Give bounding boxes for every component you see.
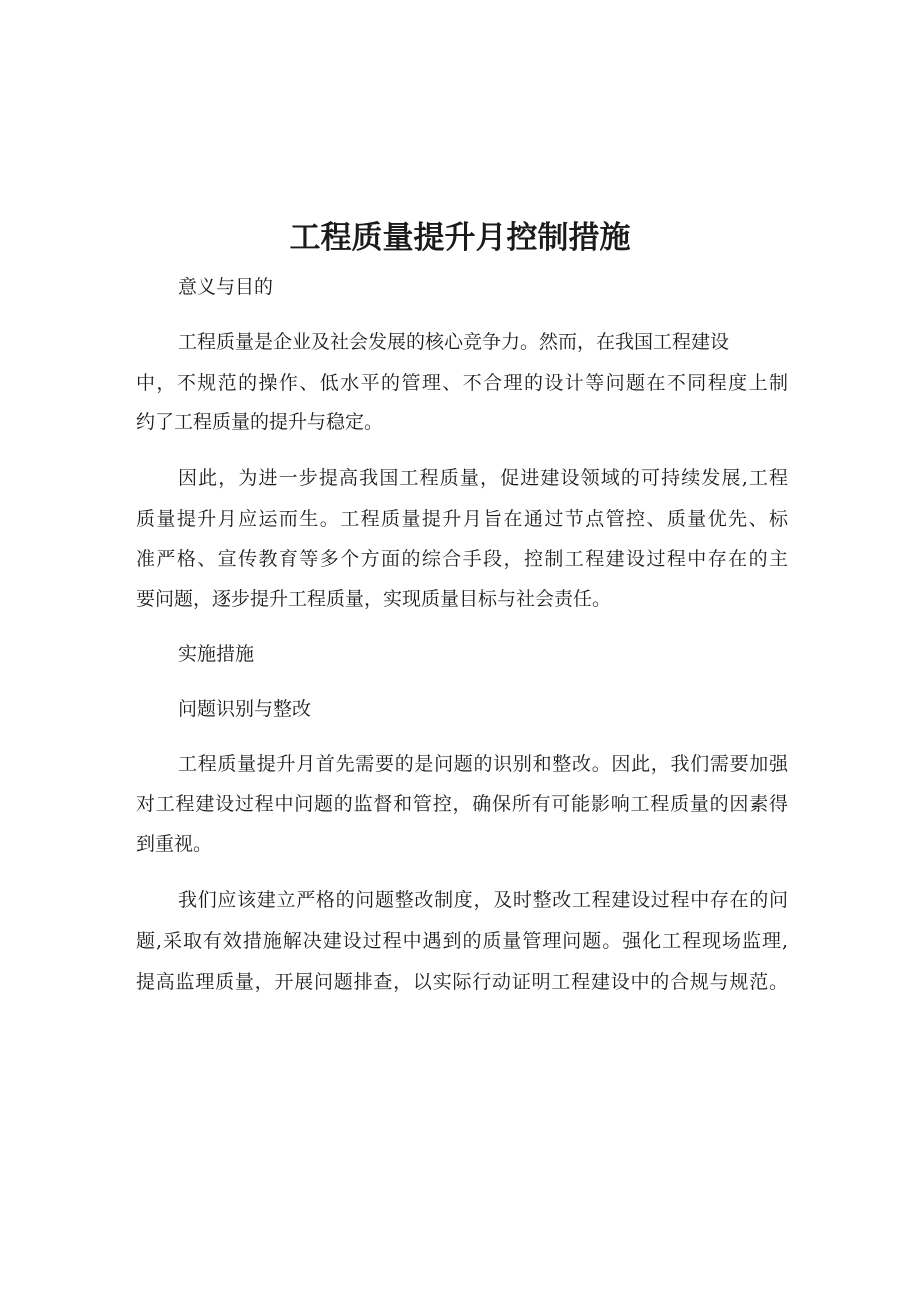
paragraph-1-line-3: 约了工程质量的提升与稳定。 <box>136 411 384 433</box>
paragraph-2-line-4: 要问题，逐步提升工程质量，实现质量目标与社会责任。 <box>136 588 612 610</box>
paragraph-2-line-2: 质量提升月应运而生。工程质量提升月旨在通过节点管控、质量优先、标 <box>136 508 788 530</box>
paragraph-4-line-3: 提高监理质量，开展问题排查，以实际行动证明工程建设中的合规与规范。 <box>136 971 788 993</box>
paragraph-2-line-3: 准严格、宣传教育等多个方面的综合手段，控制工程建设过程中存在的主 <box>136 548 788 570</box>
paragraph-3-line-2: 对工程建设过程中问题的监督和管控，确保所有可能影响工程质量的因素得 <box>136 793 788 815</box>
paragraph-4-line-1: 我们应该建立严格的问题整改制度，及时整改工程建设过程中存在的问 <box>178 889 788 911</box>
paragraph-1-line-1: 工程质量是企业及社会发展的核心竞争力。然而，在我国工程建设 <box>178 331 730 353</box>
paragraph-1-line-2: 中，不规范的操作、低水平的管理、不合理的设计等问题在不同程度上制 <box>136 372 788 394</box>
document-title: 工程质量提升月控制措施 <box>289 220 631 256</box>
paragraph-4-line-2: 题,采取有效措施解决建设过程中遇到的质量管理问题。强化工程现场监理, <box>136 930 788 952</box>
paragraph-3-line-3: 到重视。 <box>136 833 213 855</box>
paragraph-3-line-1: 工程质量提升月首先需要的是问题的识别和整改。因此，我们需要加强 <box>178 753 788 775</box>
heading-rectify: 问题识别与整改 <box>178 698 312 720</box>
paragraph-2-line-1: 因此，为进一步提高我国工程质量，促进建设领域的可持续发展,工程 <box>178 467 788 489</box>
heading-measures: 实施措施 <box>178 643 255 665</box>
heading-purpose: 意义与目的 <box>178 276 274 298</box>
